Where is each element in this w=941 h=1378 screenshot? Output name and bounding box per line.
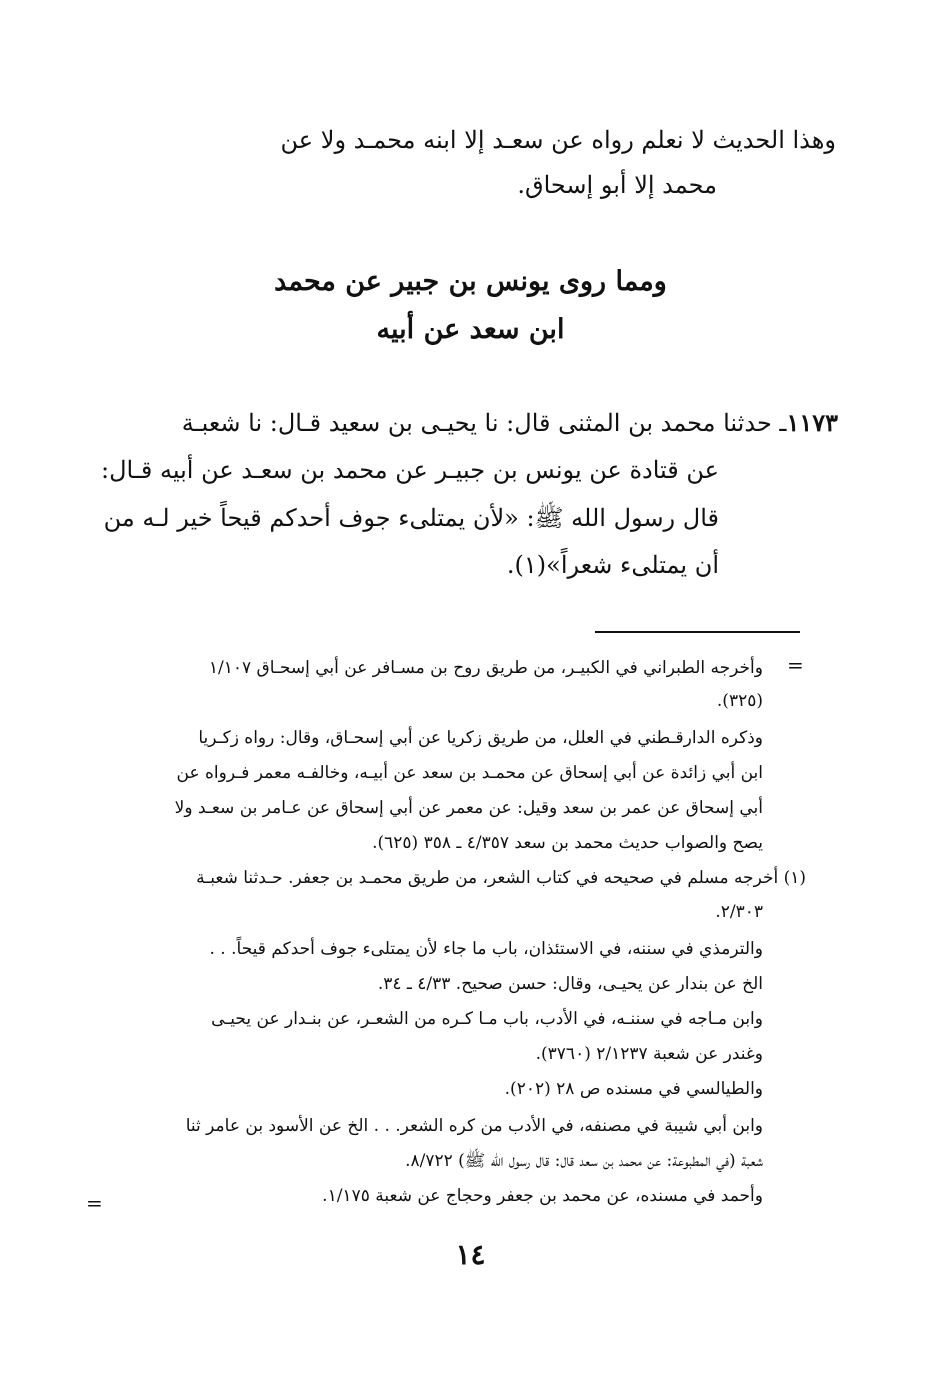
hadith-line-4: أن يمتلىء شعراً»(١).	[506, 551, 719, 579]
section-heading-line-2: ابن سعد عن أبيه	[376, 314, 565, 345]
footnote-line: ابن أبي زائدة عن أبي إسحاق عن محمـد بن سعد عن أبيـه، وخالفـه معمر فـرواه عن	[176, 763, 763, 783]
footnote-line: وذكره الدارقـطني في العلل، من طريق زكريا عن أبي إسحـاق، وقال: رواه زكـريا	[198, 728, 763, 748]
page-number: ١٤	[455, 1238, 486, 1271]
footnote-line: الخ عن بندار عن يحيـى، وقال: حسن صحيح. ٤/٣٣ ـ ٣٤.	[377, 974, 763, 994]
end-continuation-marker: =	[86, 1191, 103, 1215]
hadith-line-2: عن قتادة عن يونس بن جبيـر عن محمد بن سعـد عن أبيه قـال:	[101, 456, 719, 484]
section-heading-line-1: ومما روى يونس بن جبير عن محمد	[274, 266, 667, 297]
footnote-line: يصح والصواب حديث محمد بن سعد ٤/٣٥٧ ـ ٣٥٨ (٦٢٥).	[372, 833, 763, 853]
footnote-line: وابن مـاجه في سننـه، في الأدب، باب مـا كـره من الشعـر، عن بنـدار عن يحيـى	[211, 1009, 763, 1029]
footnote-line: (٣٢٥).	[716, 691, 763, 711]
continuation-marker: =	[787, 653, 804, 677]
intro-line-2: محمد إلا أبو إسحاق.	[517, 171, 717, 199]
footnote-line: وابن أبي شيبة في مصنفه، في الأدب من كره الشعر. . . الخ عن الأسود بن عامر ثنا	[185, 1116, 763, 1136]
footnote-separator	[595, 631, 800, 633]
intro-line-1: وهذا الحديث لا نعلم رواه عن سعـد إلا ابنه محمـد ولا عن	[280, 126, 836, 154]
footnote-line: شعبة (في المطبوعة: عن محمد بن سعد قال: قال رسول الله ﷺ) ٨/٧٢٢.	[405, 1151, 763, 1171]
hadith-line-1-text: ـ حدثنا محمد بن المثنى قال: نا يحيـى بن سعيد قـال: نا شعبـة	[181, 409, 787, 437]
footnote-line: ٢/٣٠٣.	[715, 902, 763, 922]
footnote-line: أبي إسحاق عن عمر بن سعد وقيل: عن معمر عن أبي إسحاق عن عـامر بن سعـد ولا	[174, 798, 763, 818]
footnote-line: والترمذي في سننه، في الاستئذان، باب ما جاء لأن يمتلىء جوف أحدكم قيحاً. . .	[209, 939, 763, 959]
footnote-line: وأحمد في مسنده، عن محمد بن جعفر وحجاج عن شعبة ١/١٧٥.	[322, 1186, 763, 1206]
hadith-number: ١١٧٣	[786, 408, 838, 437]
footnote-line: والطيالسي في مسنده ص ٢٨ (٢٠٢).	[504, 1079, 763, 1099]
hadith-line-1	[182, 410, 838, 436]
hadith-line-3: قال رسول الله ﷺ: «لأن يمتلىء جوف أحدكم قيحاً خير لـه من	[103, 504, 719, 532]
footnote-line: وأخرجه الطبراني في الكبيـر، من طريق روح بن مسـافر عن أبي إسحـاق ١/١٠٧	[208, 658, 763, 678]
footnote-line: (١) أخرجه مسلم في صحيحه في كتاب الشعر، من طريق محمـد بن جعفر. حـدثنا شعبـة	[196, 868, 806, 888]
footnote-line: وغندر عن شعبة ٢/١٢٣٧ (٣٧٦٠).	[535, 1044, 763, 1064]
